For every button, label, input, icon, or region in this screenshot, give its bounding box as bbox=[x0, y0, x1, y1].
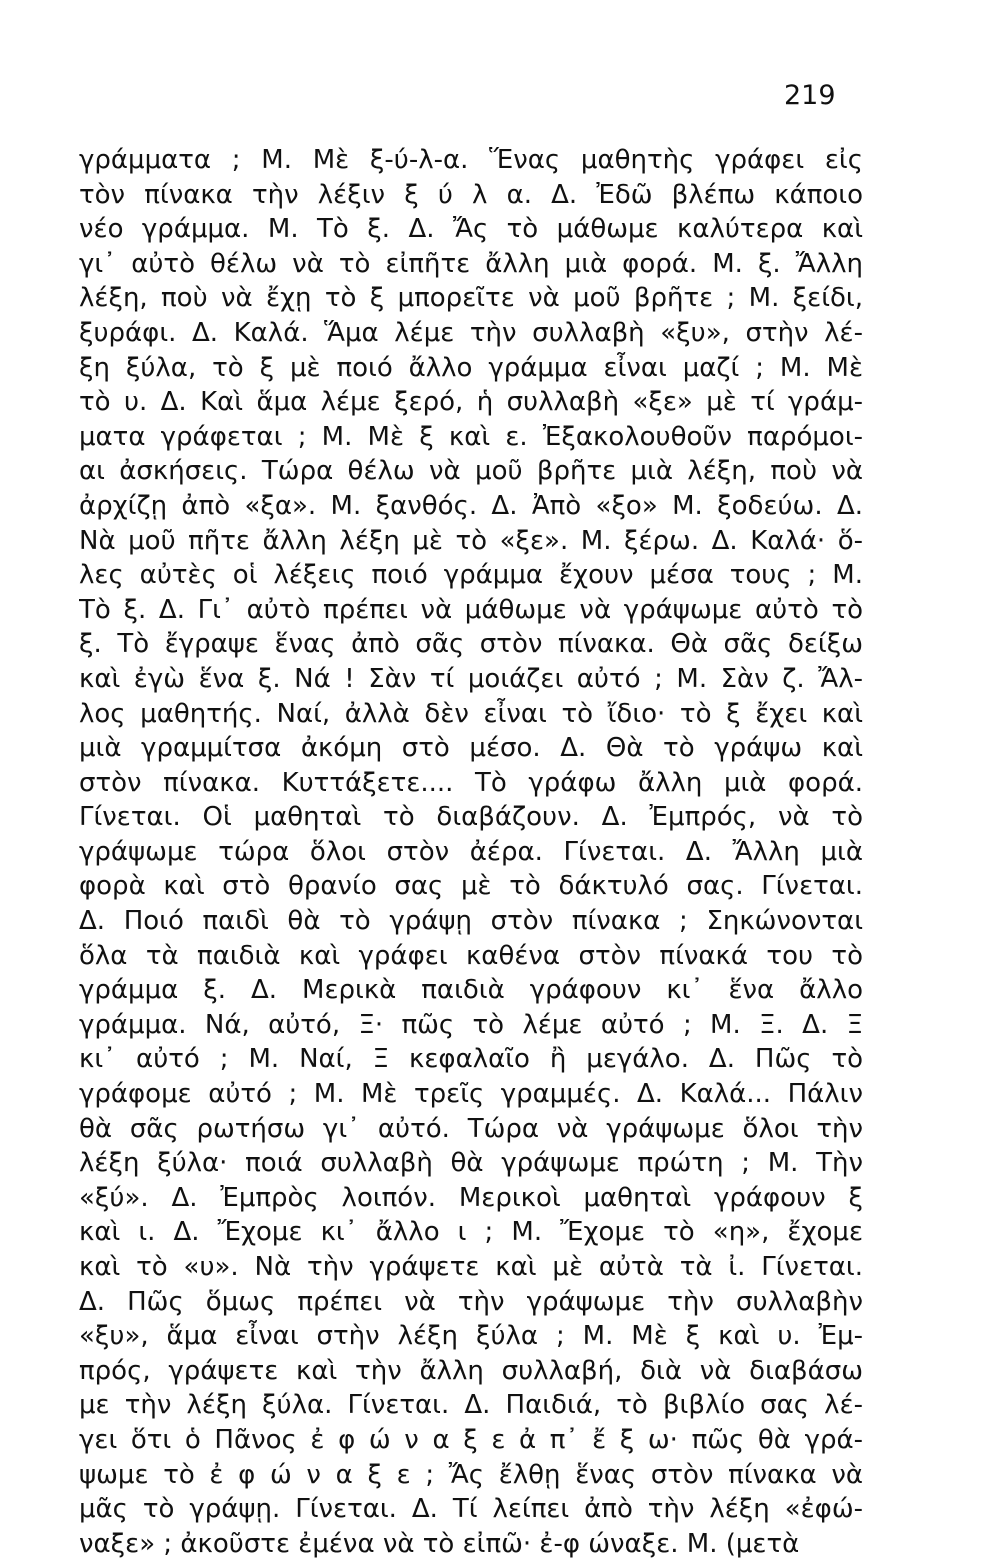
text-line: γράψωμε τώρα ὅλοι στὸν ἀέρα. Γίνεται. Δ. Ἄλλη μιὰ bbox=[79, 836, 863, 867]
text-line: μᾶς τὸ γράψῃ. Γίνεται. Δ. Τί λείπει ἀπὸ τὴν λέξη «ἐφώ- bbox=[79, 1494, 863, 1525]
text-line: ματα γράφεται ; Μ. Μὲ ξ καὶ ε. Ἐξακολουθοῦν παρόμοι- bbox=[79, 421, 863, 452]
text-line: Γίνεται. Οἱ μαθηταὶ τὸ διαβάζουν. Δ. Ἐμπρός, νὰ τὸ bbox=[79, 802, 863, 833]
text-line: Νὰ μοῦ πῆτε ἄλλη λέξη μὲ τὸ «ξε». Μ. ξέρω. Δ. Καλά· ὅ- bbox=[79, 525, 863, 556]
text-line: γράμματα ; Μ. Μὲ ξ-ύ-λ-α. Ἕνας μαθητὴς γράφει εἰς bbox=[79, 145, 863, 175]
text-line: γράμμα ξ. Δ. Μερικὰ παιδιὰ γράφουν κι᾽ ἕνα ἄλλο bbox=[79, 975, 863, 1006]
text-line: πρός, γράψετε καὶ τὴν ἄλλη συλλαβή, διὰ νὰ διαβάσω bbox=[79, 1355, 863, 1386]
text-line: γράμμα. Νά, αὐτό, Ξ· πῶς τὸ λέμε αὐτό ; Μ. Ξ. Δ. Ξ bbox=[79, 1009, 863, 1040]
text-line: κι᾽ αὐτό ; Μ. Ναί, Ξ κεφαλαῖο ἢ μεγάλο. Δ. Πῶς τὸ bbox=[79, 1044, 863, 1075]
text-line: καὶ ἐγὼ ἕνα ξ. Νά ! Σὰν τί μοιάζει αὐτό ; Μ. Σὰν ζ. Ἄλ- bbox=[79, 663, 863, 694]
text-line: ξη ξύλα, τὸ ξ μὲ ποιό ἄλλο γράμμα εἶναι μαζί ; Μ. Μὲ bbox=[79, 352, 863, 383]
text-line: μιὰ γραμμίτσα ἀκόμη στὸ μέσο. Δ. Θὰ τὸ γράψω καὶ bbox=[79, 733, 863, 764]
text-line: λέξη ξύλα· ποιά συλλαβὴ θὰ γράψωμε πρώτη ; Μ. Τὴν bbox=[79, 1148, 863, 1179]
text-line: λες αὐτὲς οἱ λέξεις ποιό γράμμα ἔχουν μέσα τους ; Μ. bbox=[79, 560, 863, 591]
text-line: ψωμε τὸ ἐ φ ώ ν α ξ ε ; Ἄς ἔλθῃ ἕνας στὸν πίνακα νὰ bbox=[79, 1459, 863, 1490]
text-line: ναξε» ; ἀκοῦστε ἐμένα νὰ τὸ εἰπῶ· ἐ-φ ώναξε. Μ. (μετὰ bbox=[79, 1528, 800, 1559]
text-line: «ξύ». Δ. Ἐμπρὸς λοιπόν. Μερικοὶ μαθηταὶ γράφουν ξ bbox=[79, 1182, 863, 1213]
text-line: Τὸ ξ. Δ. Γι᾽ αὐτὸ πρέπει νὰ μάθωμε νὰ γράψωμε αὐτὸ τὸ bbox=[79, 594, 863, 625]
text-line: ξυράφι. Δ. Καλά. Ἅμα λέμε τὴν συλλαβὴ «ξυ», στὴν λέ- bbox=[79, 317, 863, 348]
text-line: γι᾽ αὐτὸ θέλω νὰ τὸ εἰπῆτε ἄλλη μιὰ φορά. Μ. ξ. Ἄλλη bbox=[79, 248, 863, 279]
text-line: ἀρχίζῃ ἀπὸ «ξα». Μ. ξανθός. Δ. Ἀπὸ «ξο» Μ. ξοδεύω. Δ. bbox=[79, 490, 863, 521]
text-line: λος μαθητής. Ναί, ἀλλὰ δὲν εἶναι τὸ ἴδιο· τὸ ξ ἔχει καὶ bbox=[79, 698, 863, 729]
text-line: με τὴν λέξη ξύλα. Γίνεται. Δ. Παιδιά, τὸ βιβλίο σας λέ- bbox=[79, 1390, 863, 1421]
text-line: καὶ τὸ «υ». Νὰ τὴν γράψετε καὶ μὲ αὐτὰ τὰ ἰ. Γίνεται. bbox=[79, 1252, 863, 1282]
text-line: λέξη, ποὺ νὰ ἔχῃ τὸ ξ μπορεῖτε νὰ μοῦ βρῆτε ; Μ. ξείδι, bbox=[79, 283, 863, 314]
text-line: τὸν πίνακα τὴν λέξιν ξ ύ λ α. Δ. Ἐδῶ βλέπω κάποιο bbox=[79, 179, 863, 210]
text-line: ὅλα τὰ παιδιὰ καὶ γράφει καθένα στὸν πίνακά του τὸ bbox=[79, 940, 863, 971]
text-line: ξ. Τὸ ἔγραψε ἕνας ἀπὸ σᾶς στὸν πίνακα. Θὰ σᾶς δείξω bbox=[79, 629, 863, 660]
page-text bbox=[79, 143, 863, 1561]
text-line: Δ. Πῶς ὅμως πρέπει νὰ τὴν γράψωμε τὴν συλλαβὴν bbox=[79, 1286, 863, 1317]
text-line: Δ. Ποιό παιδὶ θὰ τὸ γράψῃ στὸν πίνακα ; Σηκώνονται bbox=[79, 906, 863, 937]
text-line: «ξυ», ἅμα εἶναι στὴν λέξη ξύλα ; Μ. Μὲ ξ καὶ υ. Ἐμ- bbox=[79, 1321, 863, 1352]
text-line: γράφομε αὐτό ; Μ. Μὲ τρεῖς γραμμές. Δ. Καλά... Πάλιν bbox=[79, 1079, 863, 1110]
text-line: καὶ ι. Δ. Ἔχομε κι᾽ ἄλλο ι ; Μ. Ἔχομε τὸ «η», ἔχομε bbox=[79, 1217, 863, 1248]
text-line: αι ἀσκήσεις. Τώρα θέλω νὰ μοῦ βρῆτε μιὰ λέξη, ποὺ νὰ bbox=[79, 456, 863, 487]
text-line: φορὰ καὶ στὸ θρανίο σας μὲ τὸ δάκτυλό σας. Γίνεται. bbox=[79, 871, 863, 902]
text-line: τὸ υ. Δ. Καὶ ἅμα λέμε ξερό, ἡ συλλαβὴ «ξε» μὲ τί γράμ- bbox=[79, 387, 863, 418]
text-line: γει ὅτι ὁ Πᾶνος ἐ φ ώ ν α ξ ε ἀ π᾽ ἔ ξ ω· πῶς θὰ γρά- bbox=[79, 1424, 863, 1455]
page-number: 219 bbox=[784, 80, 836, 111]
text-line: νέο γράμμα. Μ. Τὸ ξ. Δ. Ἄς τὸ μάθωμε καλύτερα καὶ bbox=[79, 214, 863, 245]
text-line: θὰ σᾶς ρωτήσω γι᾽ αὐτό. Τώρα νὰ γράψωμε ὅλοι τὴν bbox=[79, 1113, 863, 1144]
text-line: στὸν πίνακα. Κυττάξετε.... Τὸ γράφω ἄλλη μιὰ φορά. bbox=[79, 767, 863, 798]
